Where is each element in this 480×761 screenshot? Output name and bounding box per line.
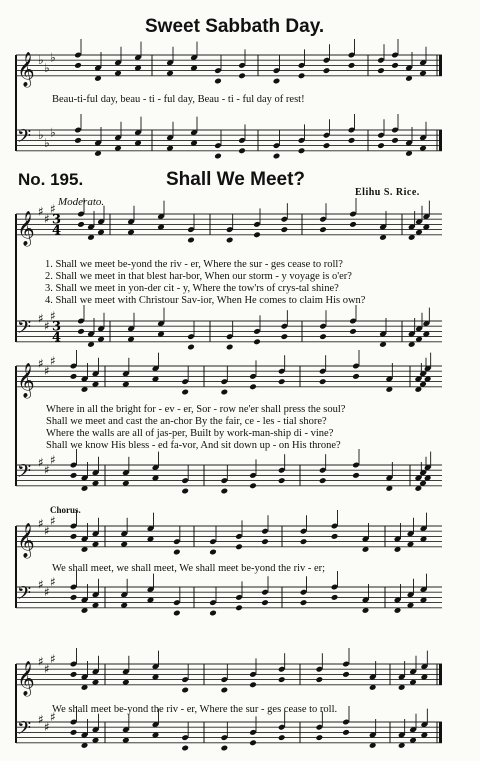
sharp-icon: ♯	[38, 577, 44, 592]
note-head	[70, 594, 78, 601]
note-head	[70, 671, 78, 678]
note-head	[70, 472, 78, 479]
note-head	[319, 378, 327, 385]
note-head	[377, 142, 385, 149]
treble-clef-icon: 𝄞	[17, 522, 35, 558]
author-credit: Elihu S. Rice.	[355, 187, 420, 198]
note-head	[226, 344, 234, 351]
note-head	[278, 378, 286, 385]
note-head	[352, 373, 360, 380]
treble-clef-icon: 𝄞	[17, 362, 35, 398]
chorus-line-2: We shall meet be-yond the riv - er, Where the sur - ges cease to roll.	[52, 704, 338, 715]
note-head	[249, 482, 257, 489]
treble-clef-icon: 𝄞	[17, 210, 35, 246]
sharp-icon: ♯	[50, 709, 56, 724]
note-head	[349, 221, 357, 228]
sharp-icon: ♯	[50, 308, 56, 323]
note-head	[348, 137, 356, 144]
note-head	[319, 333, 327, 340]
sharp-icon: ♯	[50, 513, 56, 528]
note-head	[348, 62, 356, 69]
note-head	[187, 344, 195, 351]
bass-clef-icon: 𝄢	[17, 583, 32, 609]
note-head	[316, 734, 324, 741]
note-head	[391, 62, 399, 69]
chorus-line-1: We shall meet, we shall meet, We shall meet be-yond the riv - er;	[52, 563, 326, 574]
note-head	[74, 62, 82, 69]
flat-icon: ♭	[38, 53, 44, 68]
sharp-icon: ♯	[44, 463, 50, 478]
note-head	[249, 739, 257, 746]
sharp-icon: ♯	[44, 662, 50, 677]
note-head	[221, 389, 229, 396]
sharp-icon: ♯	[44, 319, 50, 334]
time-signature-bottom: 4	[52, 223, 62, 239]
verse-4-line-2: Shall we know His bless - ed fa-vor, And sit down up - on His throne?	[46, 440, 341, 451]
note-head	[181, 488, 189, 495]
note-head	[253, 338, 261, 345]
sharp-icon: ♯	[44, 524, 50, 539]
note-head	[235, 604, 243, 611]
flat-icon: ♭	[44, 61, 50, 75]
sharp-icon: ♯	[44, 720, 50, 735]
sharp-icon: ♯	[50, 651, 56, 666]
note-head	[181, 389, 189, 396]
bass-clef-icon: 𝄢	[17, 718, 32, 744]
sharp-icon: ♯	[38, 712, 44, 727]
note-head	[238, 147, 246, 154]
flat-icon: ♭	[50, 125, 56, 140]
note-head	[249, 681, 257, 688]
note-head	[261, 599, 269, 606]
note-head	[77, 328, 85, 335]
note-head	[300, 538, 308, 545]
flat-icon: ♭	[50, 50, 56, 65]
note-head	[221, 745, 229, 752]
note-head	[278, 676, 286, 683]
note-head	[173, 549, 181, 556]
verse-3-line-2: Where the walls are all of jas-per, Built by work-man-ship di - vine?	[46, 428, 334, 439]
note-head	[342, 671, 350, 678]
note-head	[249, 383, 257, 390]
verse-1-line-1: 1. Shall we meet be-yond the riv - er, Where the sur - ges cease to roll?	[45, 259, 343, 270]
note-head	[298, 72, 306, 79]
time-signature-bottom: 4	[52, 330, 62, 346]
lyric-line: Beau-ti-ful day, beau - ti - ful day, Beau - ti - ful day of rest!	[52, 94, 305, 105]
hymn-title-shall-we-meet: Shall We Meet?	[166, 169, 306, 190]
note-head	[253, 231, 261, 238]
verse-3-line-1: 3. Shall we meet in yon-der cit - y, Where the tow'rs of crys-tal shine?	[45, 283, 339, 294]
note-head	[391, 137, 399, 144]
note-head	[181, 687, 189, 694]
time-signature-top: 3	[52, 319, 62, 335]
note-head	[74, 137, 82, 144]
sharp-icon: ♯	[38, 311, 44, 326]
note-head	[273, 78, 281, 85]
hymn-title-sweet-sabbath-day: Sweet Sabbath Day.	[145, 16, 325, 37]
flat-icon: ♭	[44, 136, 50, 150]
bass-clef-icon: 𝄢	[17, 317, 32, 343]
sharp-icon: ♯	[50, 452, 56, 467]
note-head	[298, 147, 306, 154]
sharp-icon: ♯	[38, 204, 44, 219]
note-head	[281, 333, 289, 340]
note-head	[331, 533, 339, 540]
sharp-icon: ♯	[44, 585, 50, 600]
note-head	[209, 610, 217, 617]
treble-clef-icon: 𝄞	[17, 660, 35, 696]
note-head	[323, 142, 331, 149]
note-head	[70, 729, 78, 736]
note-head	[278, 734, 286, 741]
note-head	[70, 533, 78, 540]
note-head	[77, 221, 85, 228]
note-head	[300, 599, 308, 606]
treble-clef-icon: 𝄞	[17, 51, 35, 87]
note-head	[70, 373, 78, 380]
note-head	[377, 67, 385, 74]
note-head	[238, 72, 246, 79]
sharp-icon: ♯	[44, 364, 50, 379]
sharp-icon: ♯	[50, 574, 56, 589]
sharp-icon: ♯	[44, 212, 50, 227]
sharp-icon: ♯	[38, 455, 44, 470]
verse-1-line-2: Where in all the bright for - ev - er, Sor - row ne'er shall press the soul?	[46, 404, 346, 415]
note-head	[214, 153, 222, 160]
note-head	[316, 676, 324, 683]
sharp-icon: ♯	[38, 516, 44, 531]
sharp-icon: ♯	[50, 353, 56, 368]
note-head	[323, 67, 331, 74]
note-head	[235, 543, 243, 550]
note-head	[226, 237, 234, 244]
verse-2-line-2: Shall we meet and cast the an-chor By the fair, ce - les - tial shore?	[46, 416, 327, 427]
note-head	[173, 610, 181, 617]
hymn-number: No. 195.	[18, 170, 84, 189]
note-head	[187, 237, 195, 244]
sharp-icon: ♯	[38, 356, 44, 371]
verse-4-line-1: 4. Shall we meet with Christour Sav-ior, When He comes to claim His own?	[45, 295, 366, 306]
tempo-marking: Moderato.	[58, 196, 105, 208]
note-head	[278, 477, 286, 484]
note-head	[261, 538, 269, 545]
note-head	[331, 594, 339, 601]
note-head	[221, 687, 229, 694]
note-head	[209, 549, 217, 556]
bass-clef-icon: 𝄢	[17, 461, 32, 487]
note-head	[342, 729, 350, 736]
note-head	[221, 488, 229, 495]
note-head	[214, 78, 222, 85]
time-signature-top: 3	[52, 212, 62, 228]
note-head	[281, 226, 289, 233]
verse-2-line-1: 2. Shall we meet in that blest har-bor, When our storm - y voyage is o'er?	[45, 271, 352, 282]
sharp-icon: ♯	[50, 201, 56, 216]
chorus-label: Chorus.	[50, 505, 81, 515]
note-head	[349, 328, 357, 335]
note-head	[352, 472, 360, 479]
note-head	[319, 226, 327, 233]
note-head	[181, 745, 189, 752]
bass-clef-icon: 𝄢	[17, 126, 32, 152]
sharp-icon: ♯	[38, 654, 44, 669]
note-head	[319, 477, 327, 484]
flat-icon: ♭	[38, 128, 44, 143]
note-head	[273, 153, 281, 160]
